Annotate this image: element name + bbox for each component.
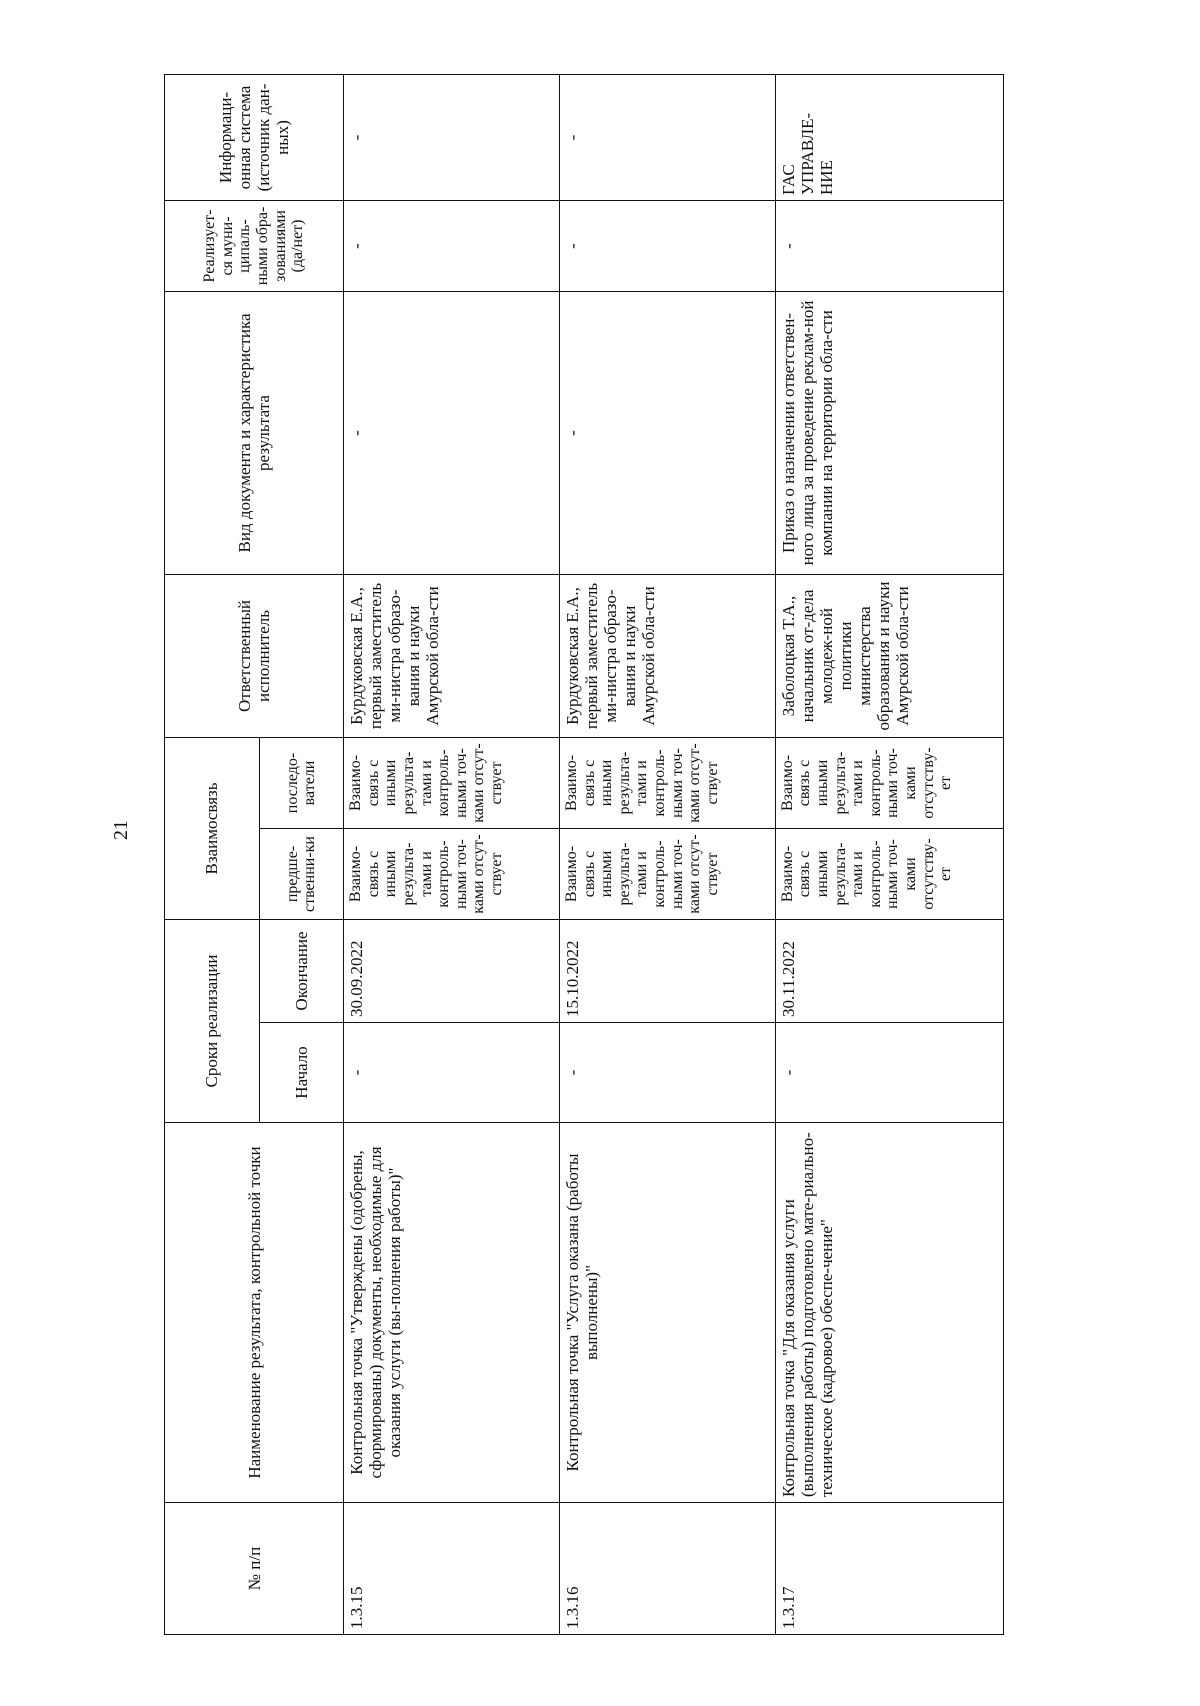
- row-responsible: Бурдуковская Е.А., первый заместитель ми-нистра образо-вания и науки Амурской обла-сти: [560, 574, 776, 737]
- header-municipal: Реализует-ся муни-ципаль-ными обра-зованиями (да/нет): [165, 200, 344, 291]
- row-successors: Взаимо-связь с иными результа-тами и контроль-ными точ-ками отсут-ствует: [344, 737, 560, 828]
- table-row: [344, 74, 560, 1634]
- table-row: [775, 74, 1003, 1634]
- row-info-system: -: [560, 74, 776, 200]
- header-name: Наименование результата, контрольной точки: [165, 1123, 344, 1503]
- row-predecessors: Взаимо-связь с иными результа-тами и контроль-ными точ-ками отсут-ствует: [344, 829, 560, 920]
- row-successors: Взаимо-связь с иными результа-тами и контроль-ными точ-ками отсутству-ет: [775, 737, 1003, 828]
- row-num: 1.3.15: [344, 1503, 560, 1635]
- header-relation: Взаимосвязь: [165, 737, 260, 919]
- header-responsible: Ответственный исполнитель: [165, 574, 344, 737]
- row-end: 30.11.2022: [775, 920, 1003, 1023]
- row-start: -: [560, 1023, 776, 1123]
- header-start: Начало: [259, 1023, 344, 1123]
- row-end: 30.09.2022: [344, 920, 560, 1023]
- row-doc-type: -: [344, 291, 560, 574]
- row-num: 1.3.16: [560, 1503, 776, 1635]
- header-info-system: Информаци-онная система (источник дан-ных): [165, 74, 344, 200]
- row-info-system: -: [344, 74, 560, 200]
- row-responsible: Бурдуковская Е.А., первый заместитель ми-нистра образо-вания и науки Амурской обла-сти: [344, 574, 560, 737]
- header-doc-type: Вид документа и характеристика результата: [165, 291, 344, 574]
- row-doc-type: -: [560, 291, 776, 574]
- row-info-system: ГАС УПРАВЛЕ-НИЕ: [775, 74, 1003, 200]
- row-municipal: -: [775, 200, 1003, 291]
- row-responsible: Заболоцкая Т.А., начальник от-дела молодеж-ной политики министерства образования и науки Амурской обла-сти: [775, 574, 1003, 737]
- row-end: 15.10.2022: [560, 920, 776, 1023]
- row-name: Контрольная точка "Утверждены (одобрены, сформированы) документы, необходимые для оказания услуги (вы-полнения работы)": [344, 1123, 560, 1503]
- row-predecessors: Взаимо-связь с иными результа-тами и контроль-ными точ-ками отсут-ствует: [560, 829, 776, 920]
- row-predecessors: Взаимо-связь с иными результа-тами и контроль-ными точ-ками отсутству-ет: [775, 829, 1003, 920]
- row-municipal: -: [560, 200, 776, 291]
- control-points-table: [164, 74, 1004, 1635]
- header-end: Окончание: [259, 920, 344, 1023]
- row-successors: Взаимо-связь с иными результа-тами и контроль-ными точ-ками отсут-ствует: [560, 737, 776, 828]
- row-municipal: -: [344, 200, 560, 291]
- header-predecessors: предше-ственни-ки: [259, 829, 344, 920]
- page-number: 21: [110, 820, 132, 840]
- row-num: 1.3.17: [775, 1503, 1003, 1635]
- table-row: [560, 74, 776, 1634]
- rotated-table-container: [164, 75, 1004, 1635]
- header-row-1: [165, 74, 260, 1634]
- row-start: -: [344, 1023, 560, 1123]
- header-num: № п/п: [165, 1503, 344, 1635]
- row-start: -: [775, 1023, 1003, 1123]
- row-doc-type: Приказ о назначении ответствен-ного лица за проведение реклам-ной компании на территории обла-сти: [775, 291, 1003, 574]
- row-name: Контрольная точка "Услуга оказана (работы выполнены)": [560, 1123, 776, 1503]
- header-successors: последо-ватели: [259, 737, 344, 828]
- row-name: Контрольная точка "Для оказания услуги (выполнения работы) подготовлено мате-риально- техническое (кадровое) обеспе-чение": [775, 1123, 1003, 1503]
- header-terms: Сроки реализации: [165, 920, 260, 1123]
